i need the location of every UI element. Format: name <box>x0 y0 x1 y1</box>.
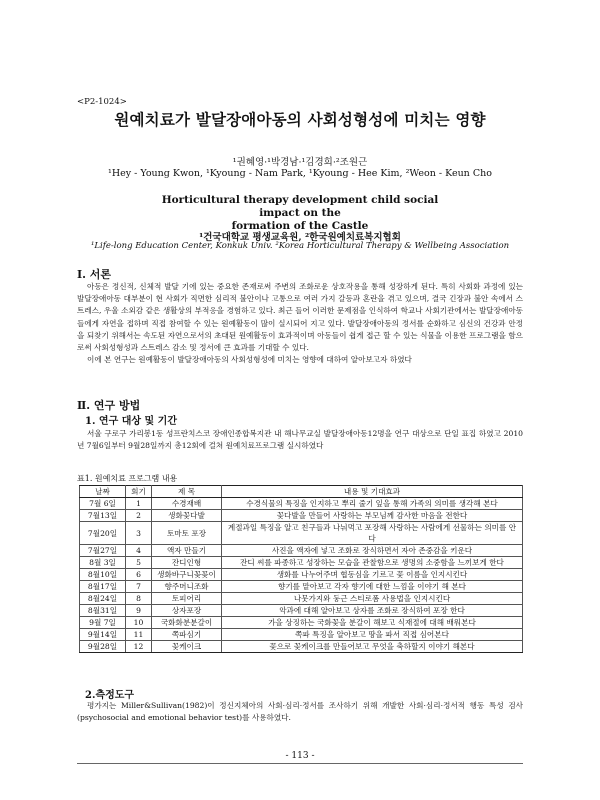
cell-title: 꽃케이크 <box>152 641 222 653</box>
paper-code: <P2-1024> <box>77 97 127 107</box>
subjects-text <box>77 428 523 452</box>
cell-session: 6 <box>126 569 152 581</box>
subsection-heading-instrument: 2.측정도구 <box>85 690 135 701</box>
introduction-paragraph-2: 이에 본 연구는 원예활동이 발달장애아동의 사회성형성에 미치는 영향에 대하여 알아보고자 하였다 <box>87 355 412 365</box>
cell-content: 가을 상징하는 국화꽃을 분갈이 해보고 식재절에 대해 배워본다 <box>222 617 523 629</box>
cell-title: 잔디인형 <box>152 557 222 569</box>
cell-session: 12 <box>126 641 152 653</box>
introduction-paragraph-1: 아동은 정신적, 신체적 발달 기에 있는 중요한 존재로써 주변의 조화로운 상호작용을 통해 성장하게 된다. 특히 사회화 과정에 있는 발달장애아동 대부분이 현 사회가 직면한 심리적 불안이나 고통으로 여러 가지 갈등과 혼란을 겪고 있으며, 결국 긴장과 불안 속에서 스트레스, 우울 소외감 같은 생활상의 부적응을 경험하고 있다. 최근 들어 이러한 문제점을 인식하여 학교나 사회기관에서는 발달장애아동들에게 자연을 접하며 직접 참여할 수 있는 원예활동이 많이 실시되어 지고 있다. 발달장애아동의 정서를 순화하고 심신의 건강과 안정을 되찾기 위해서는 속도된 자연으로서의 초대된 원예활동이 효과적이며 아동들이 쉽게 접근 할 수 있는 식물을 이용한 프로그램을 함으로써 사회성형성과 스트레스 감소 및 정서에 큰 효과를 기대할 수 있다. <box>77 282 523 353</box>
cell-title: 토피어리 <box>152 593 222 605</box>
cell-content: 쪽파 특징을 알아보고 땅을 파서 직접 심어본다 <box>222 629 523 641</box>
cell-content: 사진을 액자에 넣고 조화로 장식하면서 자아 존중감을 키운다 <box>222 545 523 557</box>
table-caption: 표1. 원예치료 프로그램 내용 <box>77 474 178 483</box>
cell-session: 10 <box>126 617 152 629</box>
title-english-line2: formation of the Castle <box>231 220 369 232</box>
cell-session: 1 <box>126 498 152 510</box>
instrument-text <box>77 700 523 724</box>
cell-content: 향기를 맡아보고 각자 향기에 대한 느낌을 이야기 해 본다 <box>222 581 523 593</box>
cell-date: 7월27일 <box>80 545 126 557</box>
cell-session: 7 <box>126 581 152 593</box>
cell-session: 3 <box>126 522 152 545</box>
program-table <box>79 485 523 653</box>
header-session: 회기 <box>126 486 152 498</box>
table-row <box>80 569 523 581</box>
cell-date: 8월17일 <box>80 581 126 593</box>
cell-title: 액자 만들기 <box>152 545 222 557</box>
cell-content: 수경식물의 특징을 인지하고 뿌리 줄기 잎을 통해 가족의 의미를 생각해 본다 <box>222 498 523 510</box>
cell-content: 꽃다발을 만들어 사랑하는 부모님께 감사한 마음을 전한다 <box>222 510 523 522</box>
cell-session: 5 <box>126 557 152 569</box>
cell-date: 7월13일 <box>80 510 126 522</box>
table-row <box>80 557 523 569</box>
affiliation-english: ¹Life-long Education Center, Konkuk Univ. ²Korea Horticultural Therapy & Wellbeing Association <box>90 241 510 251</box>
cell-date: 8월31일 <box>80 605 126 617</box>
cell-date: 8월24일 <box>80 593 126 605</box>
cell-title: 국화화분분갈이 <box>152 617 222 629</box>
cell-session: 11 <box>126 629 152 641</box>
section-heading-methods: Ⅱ. 연구 방법 <box>77 399 141 412</box>
cell-date: 9월14일 <box>80 629 126 641</box>
table-row <box>80 545 523 557</box>
cell-content: 잔디 씨를 파종하고 성장하는 모습을 관찰함으로 생명의 소중함을 느끼보게 한다 <box>222 557 523 569</box>
footer-rule <box>77 763 523 764</box>
cell-content: 꽃으로 꽃케이크를 만들어보고 무엇을 축하할지 이야기 해본다 <box>222 641 523 653</box>
table-row <box>80 605 523 617</box>
title-english <box>140 194 460 233</box>
cell-content: 계절과일 특징을 알고 친구들과 나눠먹고 포장해 사랑하는 사람에게 선물하는 의미를 안다 <box>222 522 523 545</box>
cell-title: 상자포장 <box>152 605 222 617</box>
introduction-text <box>77 281 523 366</box>
header-content: 내용 및 기대효과 <box>222 486 523 498</box>
cell-content: 악과에 대해 알아보고 상자를 조화로 장식하여 포장 한다 <box>222 605 523 617</box>
table-row <box>80 641 523 653</box>
cell-date: 9월 7일 <box>80 617 126 629</box>
table-row <box>80 593 523 605</box>
cell-title: 쪽파심기 <box>152 629 222 641</box>
affiliation-korean: ¹건국대학교 평생교육원, ²한국원예치료복지협회 <box>199 232 401 243</box>
authors-english: ¹Hey - Young Kwon, ¹Kyoung - Nam Park, ¹Kyoung - Hee Kim, ²Weon - Keun Cho <box>108 168 492 179</box>
subjects-paragraph: 서울 구로구 가리봉1동 성프란치스코 장애인종합복지관 내 해나무교실 발달장애아동12명을 연구 대상으로 단일 표집 하였고 2010년 7월6일부터 9월28일까지 총12회에 걸쳐 원예치료프로그램 실시하였다 <box>77 429 523 451</box>
header-title: 제 목 <box>152 486 222 498</box>
cell-content: 나뭇가지와 둥근 스티로폼 사용법을 인지시킨다 <box>222 593 523 605</box>
cell-date: 7월 6일 <box>80 498 126 510</box>
table-row <box>80 581 523 593</box>
page-number: - 113 - <box>285 751 315 761</box>
table-row <box>80 510 523 522</box>
cell-title: 수경재배 <box>152 498 222 510</box>
table-row <box>80 629 523 641</box>
title-english-line1: Horticultural therapy development child social impact on the <box>161 194 439 219</box>
cell-content: 생화를 나누어주며 협동심을 기르고 꽃 이름을 인지시킨다 <box>222 569 523 581</box>
title-korean: 원예치료가 발달장애아동의 사회성형성에 미치는 영향 <box>114 110 486 129</box>
cell-title: 토마토 포장 <box>152 522 222 545</box>
cell-date: 8월 3일 <box>80 557 126 569</box>
cell-session: 2 <box>126 510 152 522</box>
cell-title: 생화바구니꽂꽂이 <box>152 569 222 581</box>
cell-title: 향주머니조화 <box>152 581 222 593</box>
cell-session: 9 <box>126 605 152 617</box>
table-row <box>80 522 523 545</box>
table-header-row <box>80 486 523 498</box>
table-row <box>80 498 523 510</box>
table-row <box>80 617 523 629</box>
instrument-paragraph: 평가지는 Miller&Sullivan(1982)이 정신지체아의 사회·심리·정서를 조사하기 위해 개발한 사회·심리·정서적 행동 특성 검사(psychosocial and emotional behavior test)를 사용하였다. <box>77 701 523 723</box>
cell-title: 생화꽃다발 <box>152 510 222 522</box>
header-date: 날짜 <box>80 486 126 498</box>
section-heading-introduction: Ⅰ. 서론 <box>77 268 112 281</box>
authors-korean: ¹권혜영·¹박경남·¹김경희·²조원근 <box>232 157 368 168</box>
cell-session: 4 <box>126 545 152 557</box>
cell-date: 8월10일 <box>80 569 126 581</box>
cell-session: 8 <box>126 593 152 605</box>
subsection-heading-subjects: 1. 연구 대상 및 기간 <box>85 416 177 427</box>
cell-date: 9월28일 <box>80 641 126 653</box>
cell-date: 7월20일 <box>80 522 126 545</box>
